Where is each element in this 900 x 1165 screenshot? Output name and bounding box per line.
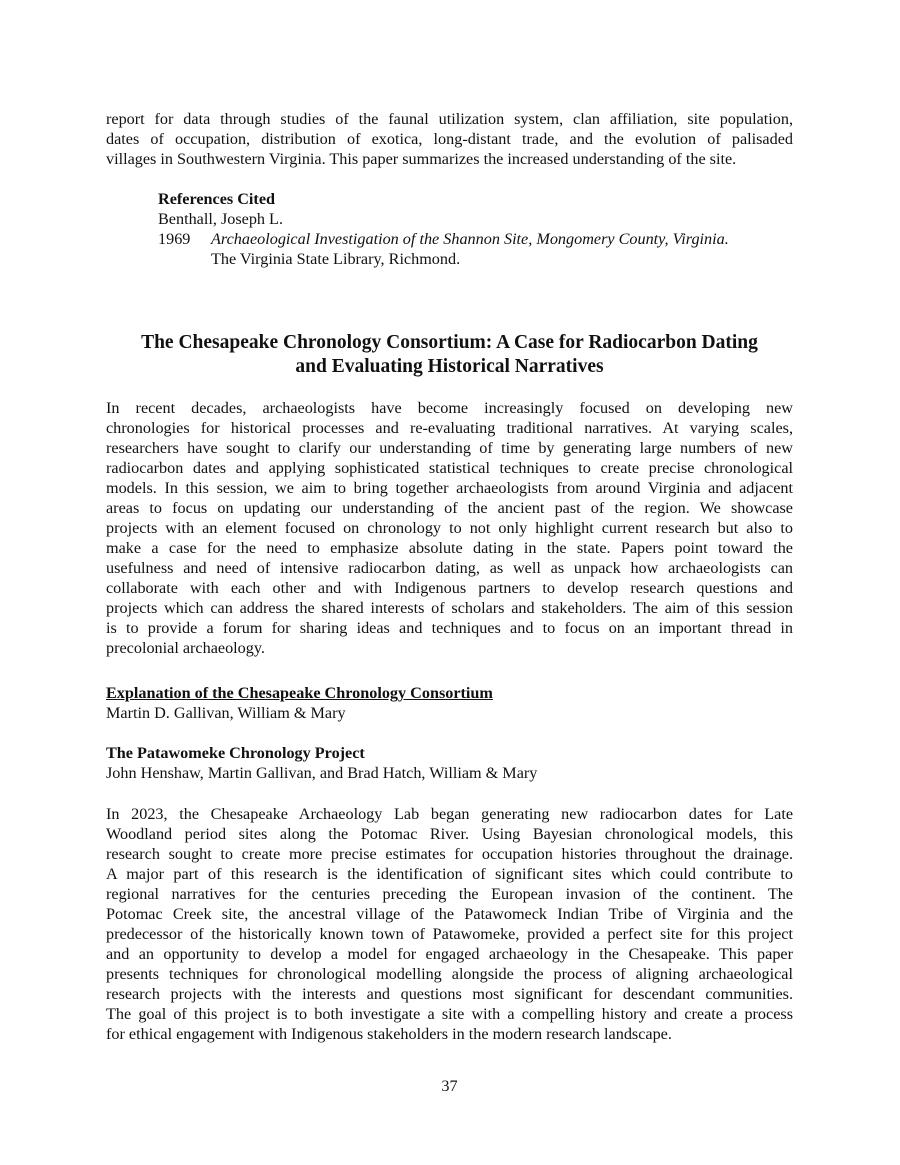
references-cited xyxy=(158,189,793,269)
text-line: and an opportunity to develop a model for engaged archaeology in the Chesapeake. This paper xyxy=(106,945,793,963)
page-number: 37 xyxy=(441,1077,458,1095)
paper-title: The Patawomeke Chronology Project xyxy=(106,744,365,762)
text-line: Potomac Creek site, the ancestral village of the Patawomeck Indian Tribe of Virginia and the xyxy=(106,905,793,923)
reference-year: 1969 xyxy=(158,230,191,248)
text-line: research sought to create more precise estimates for occupation histories throughout the drainage. xyxy=(106,845,793,863)
session-abstract xyxy=(106,398,793,658)
continued-paragraph xyxy=(106,109,793,169)
text-line: dates of occupation, distribution of exotica, long-distant trade, and the evolution of palisaded xyxy=(106,130,793,148)
text-line: regional narratives for the centuries preceding the European invasion of the continent. The xyxy=(106,885,793,903)
paper-title-text: Explanation of the Chesapeake Chronology Consortium xyxy=(106,684,493,702)
text-line: The goal of this project is to both investigate a site with a compelling history and create a process xyxy=(106,1005,793,1023)
text-line: is to provide a forum for sharing ideas and techniques and to focus on an important thread in xyxy=(106,619,793,637)
paper-entry xyxy=(106,743,793,783)
text-line: collaborate with each other and with Indigenous partners to develop research questions and xyxy=(106,579,793,597)
text-line: models. In this session, we aim to bring together archaeologists from around Virginia and adjacent xyxy=(106,479,793,497)
text-line: chronologies for historical processes and re-evaluating traditional narratives. At varying scales, xyxy=(106,419,793,437)
text-line: usefulness and need of intensive radiocarbon dating, as well as unpack how archaeologists can xyxy=(106,559,793,577)
text-line: research projects with the interests and questions most significant for descendant communities. xyxy=(106,985,793,1003)
session-title-line: and Evaluating Historical Narratives xyxy=(295,356,604,377)
text-line: report for data through studies of the faunal utilization system, clan affiliation, site population, xyxy=(106,110,793,128)
session-title-line: The Chesapeake Chronology Consortium: A Case for Radiocarbon Dating xyxy=(141,332,758,353)
session-title xyxy=(106,331,793,379)
reference-author: Benthall, Joseph L. xyxy=(158,210,283,228)
text-line: make a case for the need to emphasize absolute dating in the state. Papers point toward the xyxy=(106,539,793,557)
reference-title: Archaeological Investigation of the Shannon Site, Mongomery County, Virginia. xyxy=(211,230,729,248)
paper-abstract xyxy=(106,804,793,1044)
text-line: projects with an element focused on chronology to not only highlight current research but also to xyxy=(106,519,793,537)
text-line: Woodland period sites along the Potomac River. Using Bayesian chronological models, this xyxy=(106,825,793,843)
text-line: In 2023, the Chesapeake Archaeology Lab began generating new radiocarbon dates for Late xyxy=(106,805,793,823)
text-line: villages in Southwestern Virginia. This paper summarizes the increased understanding of the site. xyxy=(106,150,737,168)
reference-publisher: The Virginia State Library, Richmond. xyxy=(211,250,461,268)
text-line: projects which can address the shared interests of scholars and stakeholders. The aim of this session xyxy=(106,599,793,617)
text-line: for ethical engagement with Indigenous stakeholders in the modern research landscape. xyxy=(106,1025,672,1043)
text-line: researchers have sought to clarify our understanding of time by generating large numbers of new xyxy=(106,439,793,457)
reference-entry xyxy=(158,229,793,249)
text-line: areas to focus on updating our understanding of the ancient past of the region. We showcase xyxy=(106,499,793,517)
text-line: radiocarbon dates and applying sophisticated statistical techniques to create precise chronological xyxy=(106,459,793,477)
paper-authors: Martin D. Gallivan, William & Mary xyxy=(106,704,346,722)
paper-title xyxy=(106,683,793,703)
text-line: A major part of this research is the identification of significant sites which could contribute to xyxy=(106,865,793,883)
text-line: precolonial archaeology. xyxy=(106,639,265,657)
text-line: In recent decades, archaeologists have become increasingly focused on developing new xyxy=(106,399,793,417)
references-heading: References Cited xyxy=(158,190,276,208)
paper-entry xyxy=(106,683,793,723)
paper-authors: John Henshaw, Martin Gallivan, and Brad Hatch, William & Mary xyxy=(106,764,538,782)
text-line: predecessor of the historically known town of Patawomeke, provided a perfect site for this project xyxy=(106,925,793,943)
text-line: presents techniques for chronological modelling alongside the process of aligning archaeological xyxy=(106,965,793,983)
